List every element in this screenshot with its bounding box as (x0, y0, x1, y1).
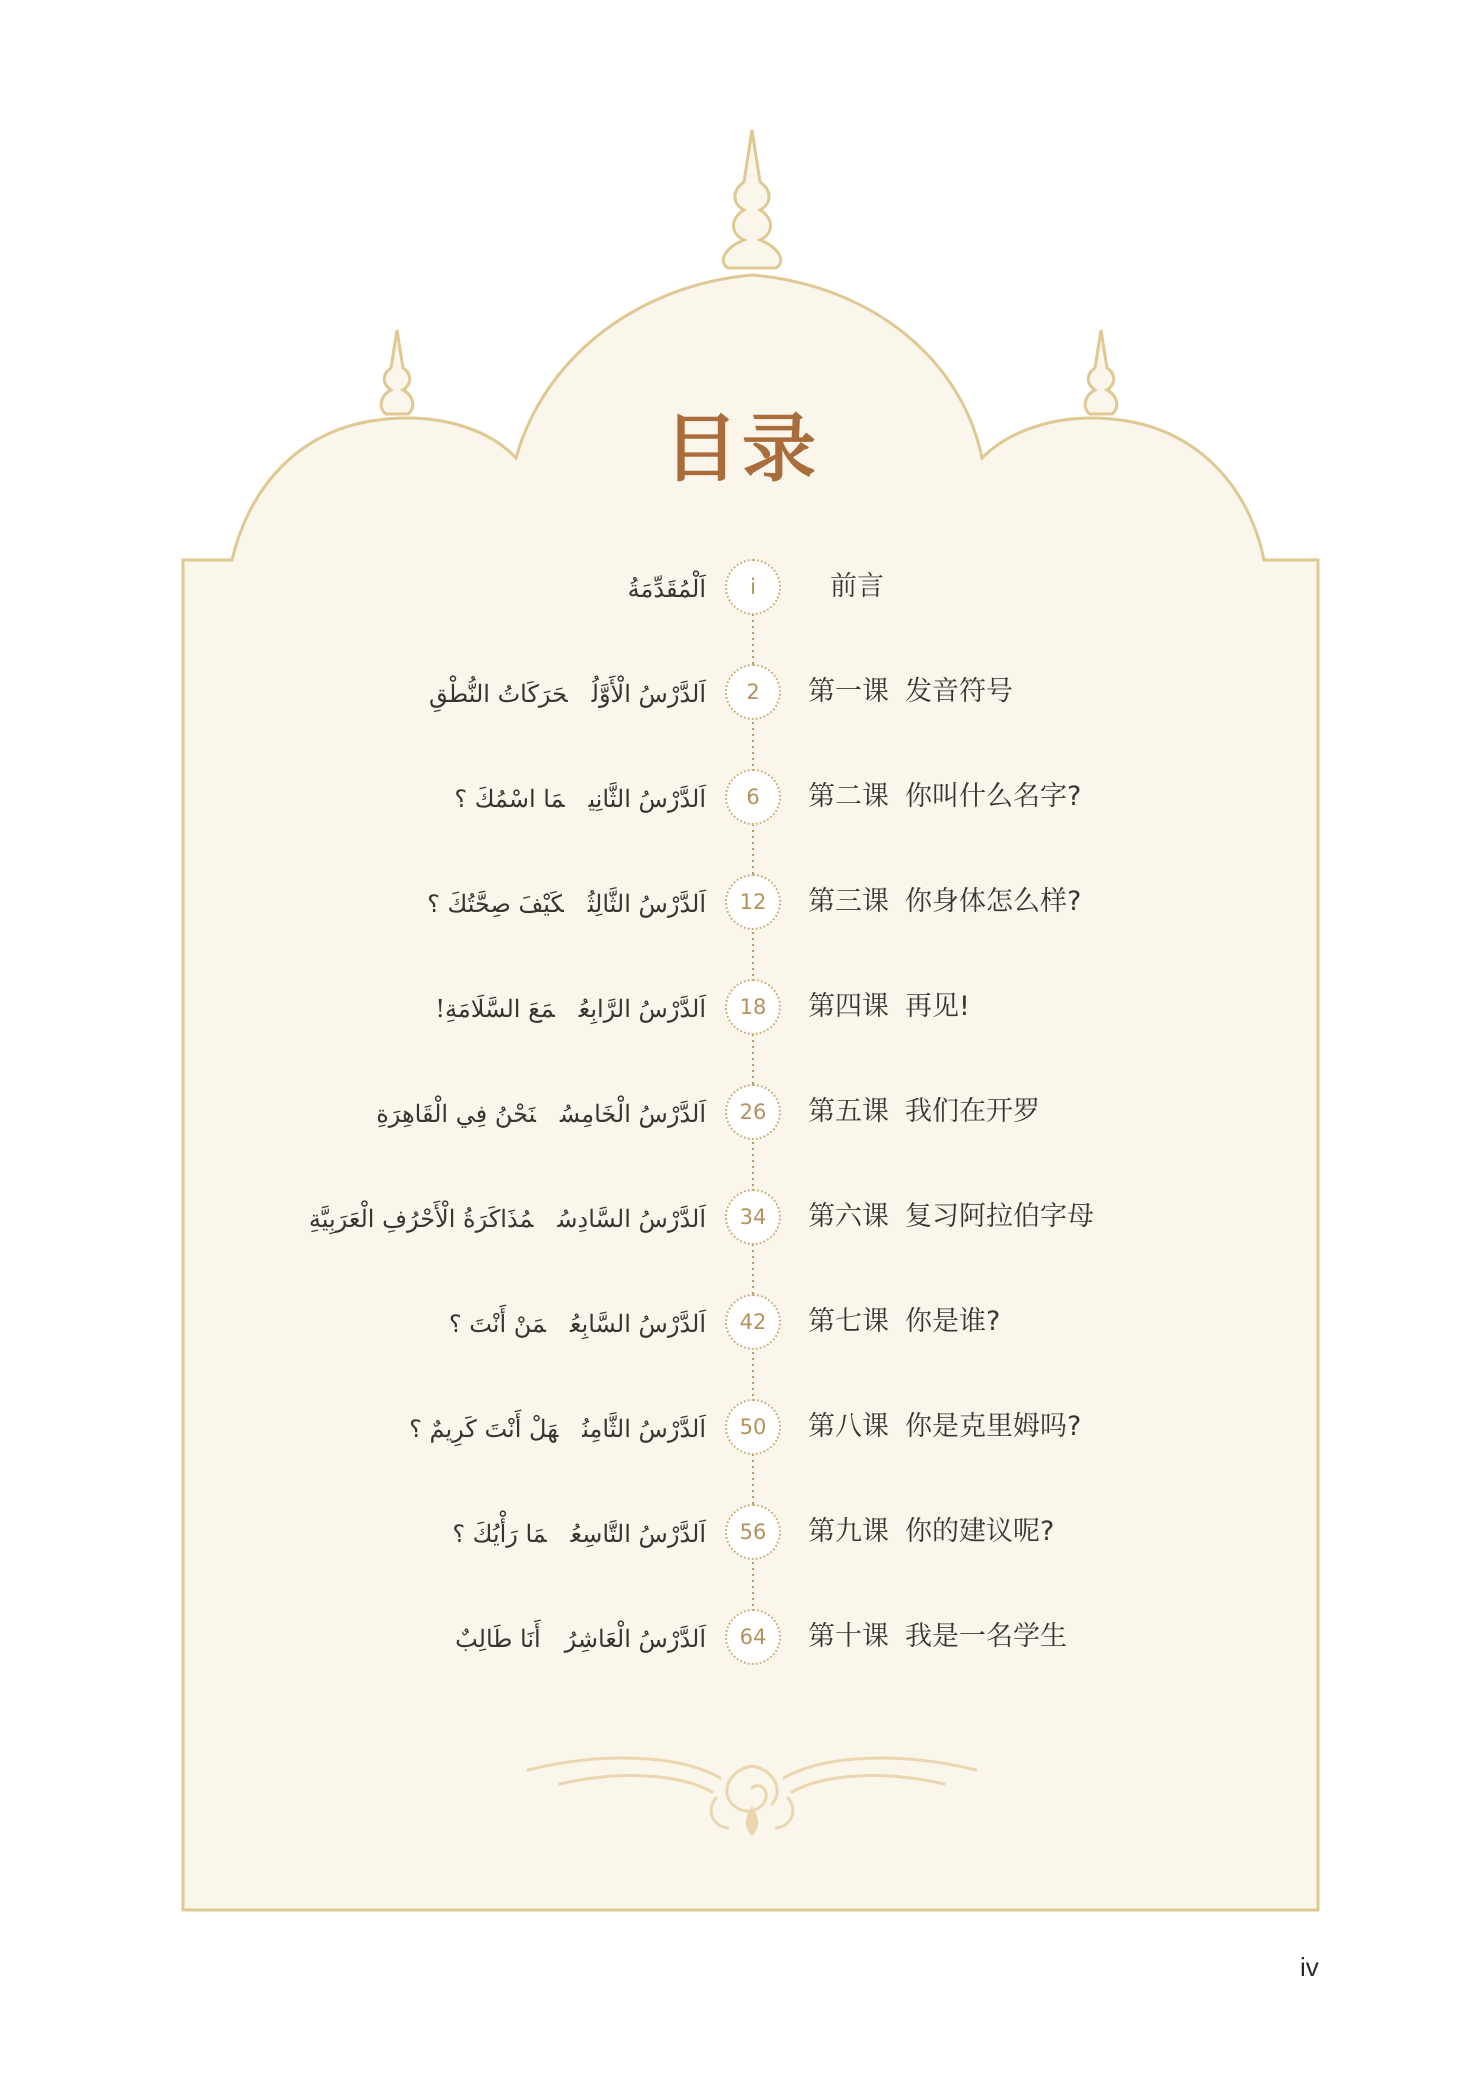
chinese-lesson-title: 你是克里姆吗? (905, 1411, 1082, 1442)
toc-entry-lesson-4[interactable] (0, 979, 1484, 1039)
lesson-chinese (808, 1294, 1000, 1350)
arabic-lesson-title: أَنَا طَالِبٌ (455, 1625, 541, 1653)
lesson-chinese (808, 1399, 1081, 1455)
lesson-arabic (409, 1399, 706, 1459)
page-number: iv (1300, 1952, 1319, 1982)
toc-entry-lesson-9[interactable] (0, 1504, 1484, 1564)
page-number-circle: i (725, 559, 781, 615)
arabic-lesson-title: نَحْنُ فِي الْقَاهِرَةِ (376, 1100, 536, 1128)
chinese-lesson-label: 第九课 (808, 1516, 889, 1547)
page-number-circle: 64 (725, 1609, 781, 1665)
toc-entry-preface[interactable] (0, 559, 1484, 619)
lesson-chinese (808, 874, 1081, 930)
chinese-lesson-label: 第八课 (808, 1411, 889, 1442)
chinese-lesson-label: 第六课 (808, 1201, 889, 1232)
chinese-lesson-title: 你是谁? (905, 1306, 1001, 1337)
toc-entry-lesson-6[interactable] (0, 1189, 1484, 1249)
lesson-arabic (454, 769, 706, 829)
chinese-lesson-title: 我们在开罗 (905, 1096, 1040, 1127)
lesson-arabic (449, 1294, 706, 1354)
chinese-lesson-label: 第五课 (808, 1096, 889, 1127)
toc-entry-lesson-2[interactable] (0, 769, 1484, 829)
arabic-lesson-title: حَرَكَاتُ النُّطْقِ (429, 680, 568, 708)
chinese-lesson-label: 第十课 (808, 1621, 889, 1652)
page-number-circle: 56 (725, 1504, 781, 1560)
page-number-circle: 6 (725, 769, 781, 825)
arabic-lesson-title: مَعَ السَّلَامَةِ! (435, 995, 555, 1023)
page-number-circle: 42 (725, 1294, 781, 1350)
arabic-lesson-title: مَا رَأْيُكَ ؟ (452, 1520, 547, 1548)
arabic-lesson-label: اَلدَّرْسُ الثَّامِنُ (582, 1415, 706, 1443)
arabic-lesson-title: مَنْ أَنْتَ ؟ (448, 1310, 546, 1338)
lesson-arabic (376, 1084, 706, 1144)
toc-entry-lesson-8[interactable] (0, 1399, 1484, 1459)
arabic-lesson-label: اَلدَّرْسُ الْعَاشِرُ (564, 1625, 706, 1653)
arabic-lesson-label: اَلدَّرْسُ السَّادِسُ (557, 1205, 706, 1233)
arabic-lesson-title: مَا اسْمُكَ ؟ (454, 785, 565, 813)
toc-entry-lesson-1[interactable] (0, 664, 1484, 724)
lesson-arabic (309, 1189, 706, 1249)
lesson-arabic (427, 874, 706, 934)
preface-arabic-title: اَلْمُقَدِّمَةُ (627, 575, 706, 603)
chinese-lesson-title: 我是一名学生 (905, 1621, 1067, 1652)
arabic-lesson-label: اَلدَّرْسُ السَّابِعُ (569, 1310, 706, 1338)
chinese-lesson-title: 发音符号 (905, 676, 1013, 707)
page-title: 目录 (664, 406, 820, 492)
lesson-arabic (452, 1504, 706, 1564)
chinese-lesson-label: 第一课 (808, 676, 889, 707)
chinese-lesson-label: 第四课 (808, 991, 889, 1022)
chinese-lesson-title: 你叫什么名字? (905, 781, 1082, 812)
toc-entry-lesson-7[interactable] (0, 1294, 1484, 1354)
arabic-lesson-title: مُذَاكَرَةُ الْأَحْرُفِ الْعَرَبِيَّةِ (308, 1205, 534, 1233)
page-number-circle: 12 (725, 874, 781, 930)
chinese-lesson-title: 你身体怎么样? (905, 886, 1082, 917)
chinese-lesson-title: 复习阿拉伯字母 (905, 1201, 1094, 1232)
arabic-lesson-label: اَلدَّرْسُ التَّاسِعُ (570, 1520, 706, 1548)
lesson-arabic (435, 979, 706, 1039)
arabic-lesson-label: اَلدَّرْسُ الثَّالِثُ (587, 890, 706, 918)
chinese-lesson-title: 再见! (905, 991, 970, 1022)
lesson-arabic (455, 1609, 706, 1669)
arabic-lesson-label: اَلدَّرْسُ الثَّانِي (588, 785, 706, 813)
toc-entry-lesson-10[interactable] (0, 1609, 1484, 1669)
lesson-chinese (808, 664, 1013, 720)
chinese-lesson-label: 第三课 (808, 886, 889, 917)
lesson-chinese (808, 1084, 1040, 1140)
lesson-chinese (808, 769, 1081, 825)
arabic-lesson-title: هَلْ أَنْتَ كَرِيمٌ ؟ (409, 1415, 559, 1443)
lesson-chinese (808, 1504, 1054, 1560)
page-number-circle: 2 (725, 664, 781, 720)
page-number-circle: 26 (725, 1084, 781, 1140)
page-number-circle: 34 (725, 1189, 781, 1245)
page-number-circle: 50 (725, 1399, 781, 1455)
lesson-chinese (808, 979, 970, 1035)
toc-entry-lesson-3[interactable] (0, 874, 1484, 934)
arabic-lesson-label: اَلدَّرْسُ الْأَوَّلُ (591, 680, 706, 708)
chinese-lesson-title: 你的建议呢? (905, 1516, 1055, 1547)
preface-chinese-title: 前言 (830, 571, 884, 602)
arabic-lesson-label: اَلدَّرْسُ الْخَامِسُ (559, 1100, 706, 1128)
page-number-circle: 18 (725, 979, 781, 1035)
chinese-lesson-label: 第七课 (808, 1306, 889, 1337)
lesson-chinese (808, 1189, 1094, 1245)
toc-entry-lesson-5[interactable] (0, 1084, 1484, 1144)
lesson-chinese (808, 1609, 1067, 1665)
arabic-lesson-title: كَيْفَ صِحَّتُكَ ؟ (427, 890, 564, 918)
arabic-lesson-label: اَلدَّرْسُ الرَّابِعُ (578, 995, 706, 1023)
chinese-lesson-label: 第二课 (808, 781, 889, 812)
lesson-arabic (429, 664, 706, 724)
